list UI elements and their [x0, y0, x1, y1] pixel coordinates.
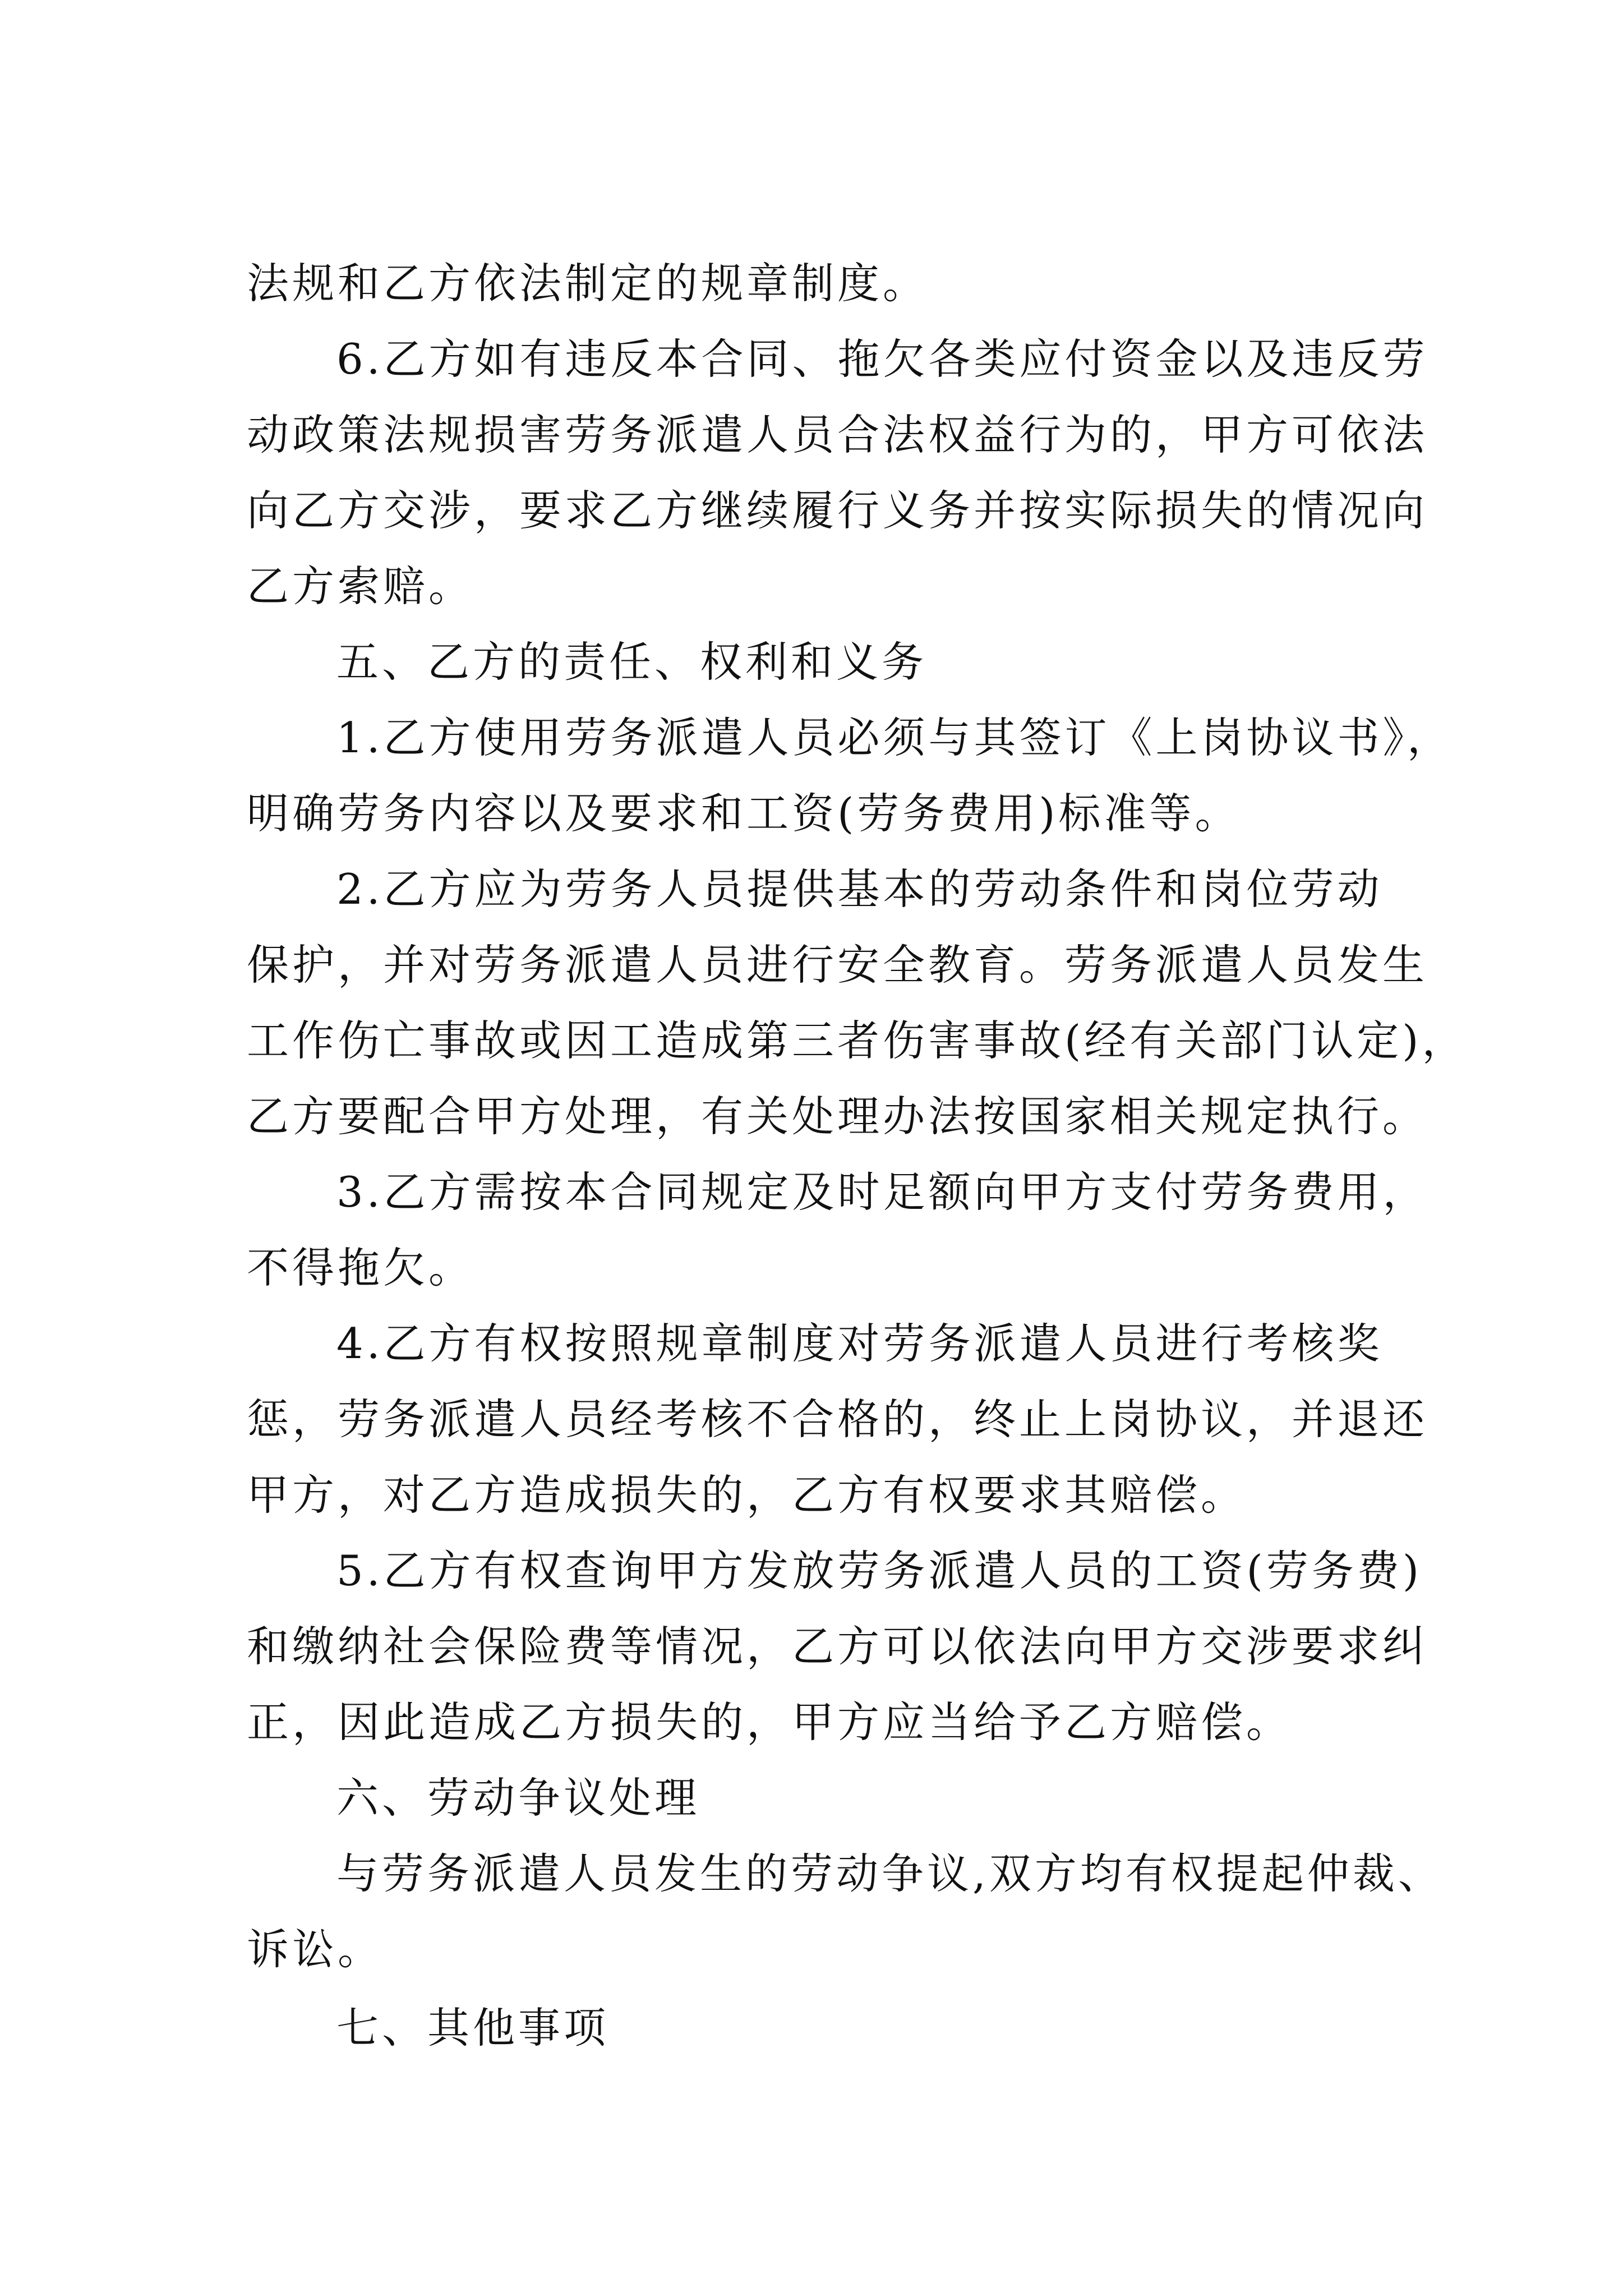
text-line: 明确劳务内容以及要求和工资(劳务费用)标准等。 — [247, 789, 1241, 838]
text-line: 甲方，对乙方造成损失的，乙方有权要求其赔偿。 — [247, 1470, 1247, 1520]
text-line: 与劳务派遣人员发生的劳动争议,双方均有权提起仲裁、 — [336, 1849, 1444, 1898]
text-line: 和缴纳社会保险费等情况，乙方可以依法向甲方交涉要求纠 — [247, 1622, 1428, 1671]
text-line: 4.乙方有权按照规章制度对劳务派遣人员进行考核奖 — [336, 1319, 1383, 1368]
text-line: 惩，劳务派遣人员经考核不合格的，终止上岗协议，并退还 — [247, 1395, 1428, 1444]
text-line: 不得拖欠。 — [247, 1243, 474, 1292]
text-line: 6.乙方如有违反本合同、拖欠各类应付资金以及违反劳 — [336, 334, 1428, 384]
text-line: 2.乙方应为劳务人员提供基本的劳动条件和岗位劳动 — [336, 864, 1383, 914]
section-heading: 五、乙方的责任、权利和义务 — [336, 637, 928, 687]
text-line: 工作伤亡事故或因工造成第三者伤害事故(经有关部门认定)， — [247, 1016, 1468, 1065]
text-line: 5.乙方有权查询甲方发放劳务派遣人员的工资(劳务费) — [336, 1546, 1423, 1595]
text-line: 正，因此造成乙方损失的，甲方应当给予乙方赔偿。 — [247, 1697, 1292, 1747]
text-line: 乙方要配合甲方处理，有关处理办法按国家相关规定执行。 — [247, 1092, 1428, 1141]
text-line: 乙方索赔。 — [247, 562, 474, 611]
section-heading: 六、劳动争议处理 — [336, 1773, 700, 1823]
text-line: 动政策法规损害劳务派遣人员合法权益行为的，甲方可依法 — [247, 410, 1428, 459]
text-line: 3.乙方需按本合同规定及时足额向甲方支付劳务费用， — [336, 1167, 1428, 1217]
text-line: 诉讼。 — [247, 1925, 384, 1974]
text-line: 1.乙方使用劳务派遣人员必须与其签订《上岗协议书》， — [336, 713, 1453, 762]
text-line: 保护，并对劳务派遣人员进行安全教育。劳务派遣人员发生 — [247, 940, 1428, 990]
section-heading: 七、其他事项 — [336, 2003, 610, 2053]
text-line: 法规和乙方依法制定的规章制度。 — [247, 259, 929, 308]
text-line: 向乙方交涉，要求乙方继续履行义务并按实际损失的情况向 — [247, 486, 1428, 535]
